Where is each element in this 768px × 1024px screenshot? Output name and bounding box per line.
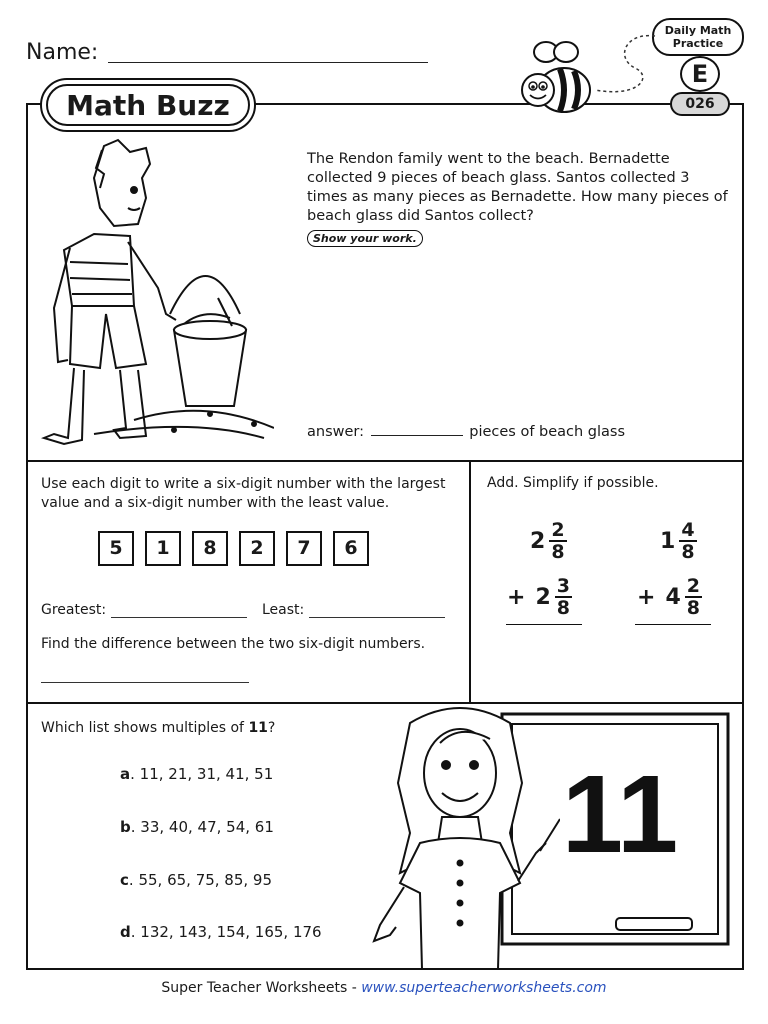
fraction bbox=[685, 576, 702, 618]
problem1-text: The Rendon family went to the beach. Bernadette collected 9 pieces of beach glass. Santos collected 3 times as many pieces as Bernadette. How many pieces of beach glass did Santos collect? bbox=[307, 151, 728, 224]
digit-box: 2 bbox=[239, 531, 275, 566]
page-title: Math Buzz bbox=[46, 84, 250, 126]
worksheet-number-badge: 026 bbox=[670, 92, 730, 116]
choice-letter: c bbox=[120, 871, 129, 889]
digit-box: 7 bbox=[286, 531, 322, 566]
least-label: Least: bbox=[262, 602, 305, 618]
addend-a2 bbox=[507, 576, 572, 618]
digit-box: 8 bbox=[192, 531, 228, 566]
greatest-blank[interactable] bbox=[111, 604, 247, 618]
numerator: 3 bbox=[556, 575, 570, 597]
choice-d[interactable] bbox=[120, 923, 322, 941]
problem4-question bbox=[41, 720, 275, 736]
denominator: 8 bbox=[551, 541, 565, 563]
boy-with-bucket-illustration bbox=[34, 138, 274, 450]
question-suffix: ? bbox=[267, 720, 276, 736]
least-blank[interactable] bbox=[309, 604, 445, 618]
choice-c[interactable] bbox=[120, 871, 272, 889]
answer-row bbox=[307, 424, 625, 440]
addend-b1 bbox=[660, 520, 697, 562]
denominator: 8 bbox=[686, 597, 700, 619]
choice-values: . 11, 21, 31, 41, 51 bbox=[130, 765, 274, 783]
answer-blank[interactable] bbox=[371, 435, 463, 436]
divider bbox=[469, 460, 471, 703]
footer-text: Super Teacher Worksheets - bbox=[161, 980, 362, 996]
bee-icon bbox=[516, 38, 596, 118]
choice-values: . 132, 143, 154, 165, 176 bbox=[130, 923, 322, 941]
answer-label: answer: bbox=[307, 424, 365, 440]
digit-boxes bbox=[98, 531, 369, 566]
plus-sign: + bbox=[637, 584, 656, 610]
daily-practice-badge bbox=[652, 18, 744, 56]
numerator: 4 bbox=[681, 519, 695, 541]
footer-link[interactable]: www.superteacherworksheets.com bbox=[361, 980, 607, 996]
difference-text: Find the difference between the two six-digit numbers. bbox=[41, 636, 426, 652]
choice-a[interactable] bbox=[120, 765, 273, 783]
greatest-row bbox=[41, 602, 247, 618]
title-banner bbox=[40, 78, 256, 132]
badge-line2: Practice bbox=[672, 37, 724, 50]
whole-number: 2 bbox=[535, 584, 551, 610]
digit-box: 1 bbox=[145, 531, 181, 566]
board-number: 11 bbox=[561, 753, 679, 876]
digit-box: 6 bbox=[333, 531, 369, 566]
whole-number: 1 bbox=[660, 528, 676, 554]
footer bbox=[0, 980, 768, 996]
fraction bbox=[679, 520, 696, 562]
sum-line bbox=[506, 624, 582, 625]
answer-suffix: pieces of beach glass bbox=[469, 424, 626, 440]
choice-values: . 55, 65, 75, 85, 95 bbox=[128, 871, 273, 889]
problem3-text: Add. Simplify if possible. bbox=[487, 475, 659, 491]
sum-line bbox=[635, 624, 711, 625]
question-number: 11 bbox=[248, 720, 268, 736]
denominator: 8 bbox=[681, 541, 695, 563]
choice-values: . 33, 40, 47, 54, 61 bbox=[130, 818, 274, 836]
numerator: 2 bbox=[551, 519, 565, 541]
problem2-text: Use each digit to write a six-digit number with the largest value and a six-digit number with the least value. bbox=[41, 476, 446, 511]
addend-a1 bbox=[530, 520, 567, 562]
addend-b2 bbox=[637, 576, 702, 618]
choice-b[interactable] bbox=[120, 818, 274, 836]
choice-letter: b bbox=[120, 818, 131, 836]
denominator: 8 bbox=[556, 597, 570, 619]
plus-sign: + bbox=[507, 584, 526, 610]
divider bbox=[26, 460, 744, 462]
name-line bbox=[108, 62, 428, 63]
whole-number: 2 bbox=[530, 528, 546, 554]
teacher-illustration bbox=[370, 703, 560, 969]
badge-line1: Daily Math bbox=[664, 24, 732, 37]
numerator: 2 bbox=[686, 575, 700, 597]
level-letter-badge: E bbox=[680, 56, 720, 92]
digit-box: 5 bbox=[98, 531, 134, 566]
difference-blank[interactable] bbox=[41, 682, 249, 683]
fraction bbox=[555, 576, 572, 618]
whole-number: 4 bbox=[665, 584, 681, 610]
show-work-label: Show your work. bbox=[307, 230, 423, 247]
least-row bbox=[262, 602, 445, 618]
choice-letter: d bbox=[120, 923, 131, 941]
name-label: Name: bbox=[26, 40, 99, 65]
choice-letter: a bbox=[120, 765, 131, 783]
question-prefix: Which list shows multiples of bbox=[41, 720, 249, 736]
fraction bbox=[549, 520, 566, 562]
greatest-label: Greatest: bbox=[41, 602, 107, 618]
dashed-trail-icon bbox=[585, 28, 665, 108]
